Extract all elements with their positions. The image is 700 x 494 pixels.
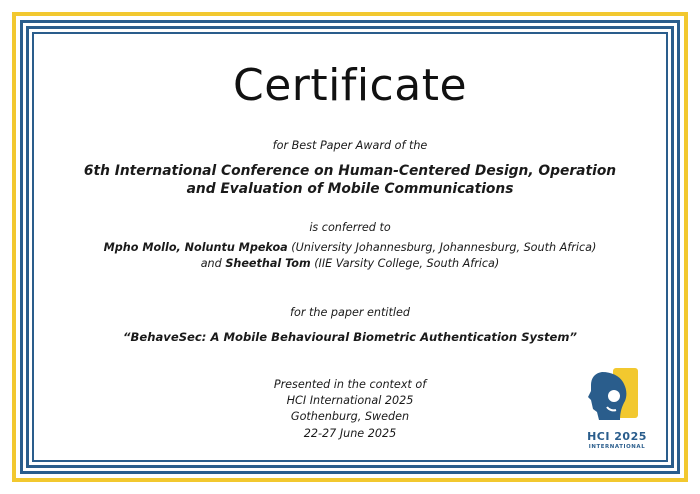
- hci-logo-subtitle: INTERNATIONAL: [588, 444, 646, 450]
- conference-title-line-2: and Evaluation of Mobile Communications: [186, 181, 514, 197]
- paper-title: “BehaveSec: A Mobile Behavioural Biometric Authentication System”: [123, 330, 577, 344]
- certificate-title: Certificate: [232, 60, 468, 111]
- authors-line-1: [0, 240, 700, 255]
- authors-names-1: Mpho Mollo, Noluntu Mpekoa: [103, 241, 288, 254]
- authors-prefix-2: and: [200, 257, 226, 270]
- hci-logo-name: HCI 2025: [587, 430, 647, 443]
- context-line-3: Gothenburg, Sweden: [290, 410, 410, 423]
- context-line-4: 22-27 June 2025: [303, 427, 397, 440]
- authors-line-2: [0, 256, 700, 271]
- context-line-2: HCI International 2025: [286, 394, 414, 407]
- award-line: for Best Paper Award of the: [272, 139, 428, 152]
- conference-title-line-1: 6th International Conference on Human-Centered Design, Operation: [83, 163, 617, 179]
- conferred-line: is conferred to: [309, 221, 391, 234]
- context-line-1: Presented in the context of: [273, 378, 427, 391]
- paper-intro-line: for the paper entitled: [290, 306, 410, 319]
- authors-affiliation-2: (IIE Varsity College, South Africa): [310, 257, 500, 270]
- authors-affiliation-1: (University Johannesburg, Johannesburg, South Africa): [287, 241, 597, 254]
- hci-logo-text: [580, 430, 654, 450]
- authors-name-2: Sheethal Tom: [225, 257, 311, 270]
